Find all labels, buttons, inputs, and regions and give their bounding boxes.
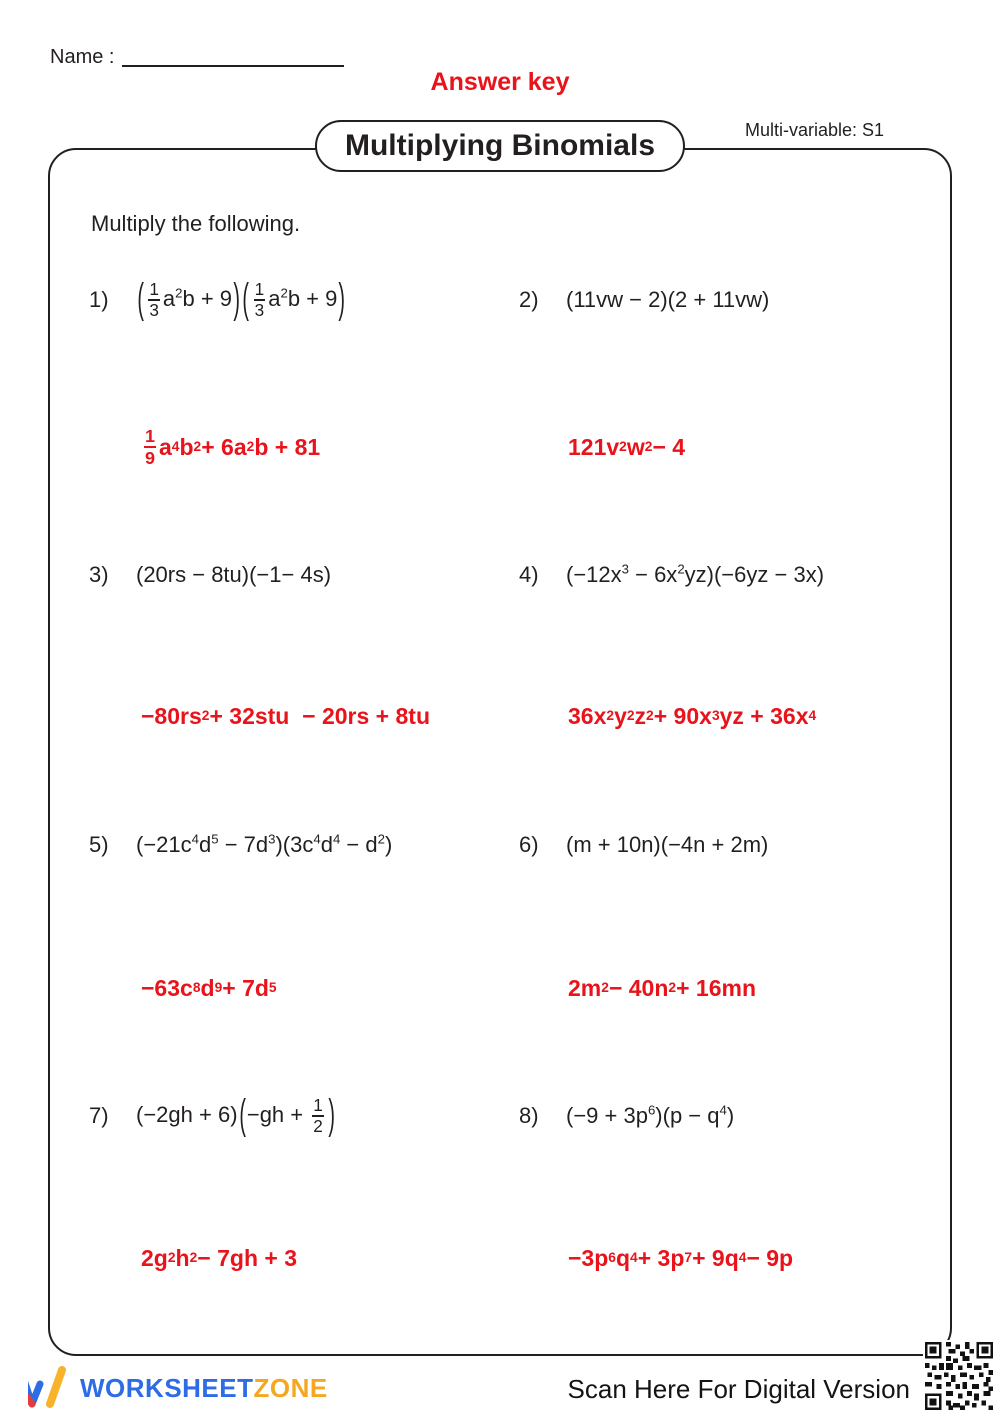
problem-expression: (−2gh + 6)(−gh + $\frac{1}{2}$ ): [136, 1090, 335, 1138]
worksheet-title: Multiplying Binomials: [315, 120, 685, 172]
name-blank-line[interactable]: [122, 47, 344, 67]
problem-row-1: [0, 258, 1000, 342]
problem-expression: $(-12x^3 - 6x^2yz)(-6yz - 3x)$: [566, 561, 825, 587]
name-row: [50, 46, 344, 69]
name-label: Name :: [50, 46, 115, 68]
problem-row-3: [0, 823, 1000, 867]
problem-row-2: [0, 553, 1000, 597]
problem-1: [89, 258, 347, 342]
problem-8: [519, 1074, 734, 1158]
problem-7: [89, 1074, 336, 1158]
problem-4: [519, 553, 824, 597]
problem-5: [89, 823, 392, 867]
answer-3: −80rs 2 + 32stu − 20rs + 8tu: [141, 702, 430, 729]
worksheet-zone-brand: [28, 1362, 328, 1415]
problem-number: 6): [519, 832, 539, 857]
problem-number: 5): [89, 832, 109, 857]
problem-expression: ( $\frac{1}{3}$ $a^2b + 9$) ( $\frac{1}{3}$ $a^2b + 9$): [137, 274, 346, 322]
answer-row-4: [0, 1236, 1000, 1280]
answer-row-1: [0, 410, 1000, 484]
problem-number: 4): [519, 562, 539, 587]
answer-key-label: Answer key: [430, 68, 570, 96]
answer-6: 2m 2 − 40n 2 + 16mn: [568, 974, 756, 1001]
answer-2: 121v 2 w 2 − 4: [568, 433, 686, 460]
brand-wordmark: [80, 1373, 328, 1404]
answer-7: 2g 2 h 2 − 7gh + 3: [141, 1244, 297, 1271]
problem-expression: (20rs − 8tu)(−1− 4s): [136, 562, 332, 587]
problem-expression: (11vw − 2)(2 + 11vw): [566, 287, 770, 312]
problem-row-4: [0, 1074, 1000, 1158]
brand-zone: ZONE: [253, 1373, 328, 1403]
variant-label: Multi-variable: S1: [745, 120, 885, 140]
problem-number: 2): [519, 287, 539, 312]
problem-number: 7): [89, 1103, 109, 1128]
instruction-text: Multiply the following.: [91, 211, 301, 236]
scan-here-text: Scan Here For Digital Version: [567, 1374, 910, 1404]
answer-4: 36x 2 y 2 z 2 + 90x 3 yz + 36x 4: [568, 702, 817, 729]
problem-expression: $(-9 + 3p^6)(p - q^4)$: [566, 1102, 735, 1128]
answer-5: −63c 8 d 9 + 7d 5: [141, 974, 277, 1001]
problem-6: [519, 823, 768, 867]
problem-expression: (m + 10n)(−4n + 2m): [566, 832, 769, 857]
answer-row-3: [0, 966, 1000, 1010]
answer-row-2: [0, 694, 1000, 738]
problem-number: 8): [519, 1103, 539, 1128]
problem-3: [89, 553, 331, 597]
problem-number: 1): [89, 287, 109, 312]
problem-number: 3): [89, 562, 109, 587]
brand-worksheet: WORKSHEET: [80, 1373, 254, 1403]
answer-8: −3p 6 q 4 + 3p 7 + 9q 4 − 9p: [568, 1244, 794, 1271]
problem-expression: $(-21c^4d^5 - 7d^3)(3c^4d^4 - d^2)$: [136, 831, 393, 857]
worksheet-zone-logo-icon: [28, 1362, 72, 1415]
problem-2: [519, 258, 769, 342]
answer-1: $\frac{1}{9}$ a 4 b 2 + 6a 2 b + 81: [145, 425, 321, 468]
qr-code-icon: [923, 1340, 995, 1412]
